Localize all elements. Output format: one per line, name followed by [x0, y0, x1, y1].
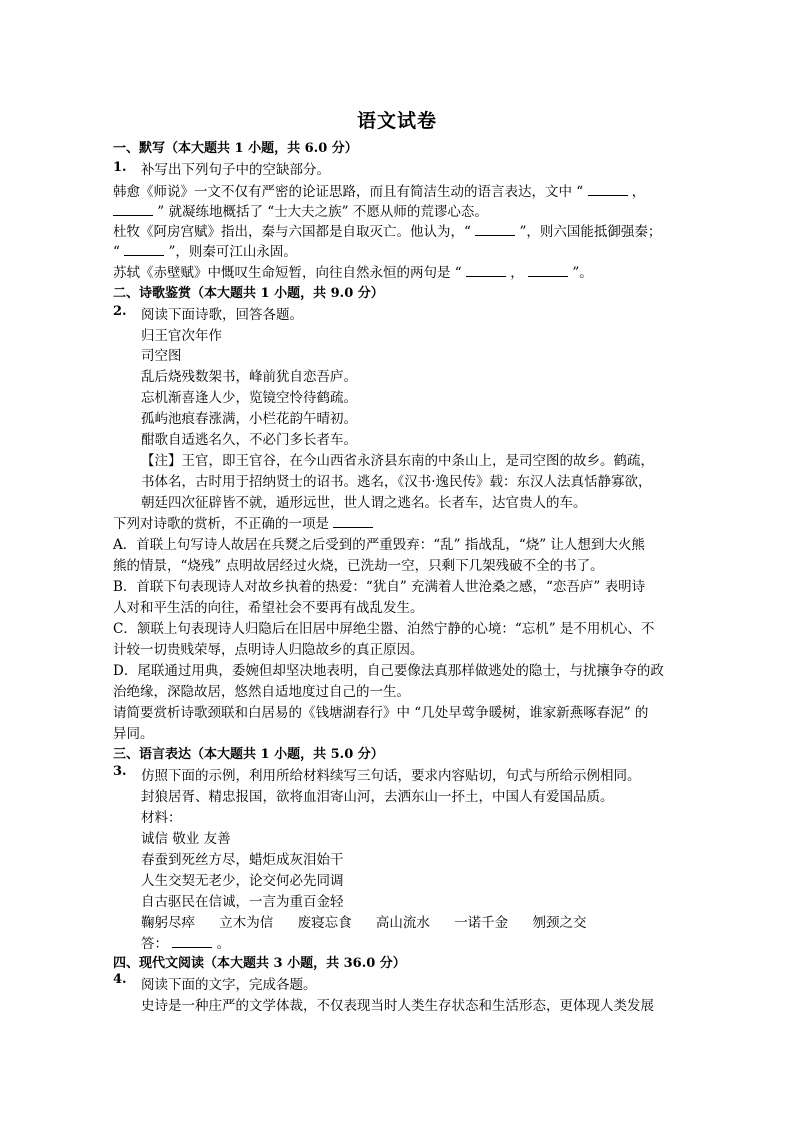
- q2-ask: [113, 514, 373, 534]
- option-c-line-2: 计较一切贵贱荣辱，点明诗人归隐故乡的真正原因。: [113, 642, 424, 658]
- q3-prompt: 仿照下面的示例，利用所给材料续写三句话，要求内容贴切，句式与所给示例相同。: [141, 768, 641, 784]
- poem-line: 乱后烧残数架书，峰前犹自恋吾庐。: [141, 369, 357, 385]
- fill-blank[interactable]: [475, 222, 515, 236]
- q4-prompt: 阅读下面的文字，完成各题。: [141, 977, 317, 993]
- q1-line-2-text: ” 就凝练地概括了 “士大夫之族” 不愿从师的荒谬心态。: [157, 204, 488, 220]
- fill-blank[interactable]: [528, 263, 568, 277]
- poem-author: 司空图: [141, 348, 182, 364]
- q1-line-3-text: 杜牧《阿房宫赋》指出，秦与六国都是自取灭亡。他认为，“: [113, 224, 471, 240]
- q1-line-5-end: ”。: [572, 265, 593, 281]
- q1-line-4: [113, 242, 297, 262]
- q3-idioms: [141, 913, 586, 933]
- q2-ask-text: 下列对诗歌的赏析，不正确的一项是: [113, 516, 329, 532]
- q3-example: 封狼居胥、精忠报国，欲将血泪寄山河，去洒东山一抔土，中国人有爱国品质。: [141, 789, 614, 805]
- q3-material-2: 人生交契无老少，论交何必先同调: [141, 873, 344, 889]
- poem-line: 孤屿池痕春涨满，小栏花韵午晴初。: [141, 411, 357, 427]
- q1-line-5-mid: ，: [510, 265, 524, 281]
- poem-note-1: 【注】王官，即王官谷，在今山西省永济县东南的中条山上，是司空图的故乡。鹤疏，: [141, 453, 654, 469]
- option-b-line-1: B．首联下句表现诗人对故乡执着的热爱：“犹自” 充满着人世沧桑之感，“恋吾庐” 表明诗: [113, 579, 646, 595]
- q3-answer: [141, 934, 230, 954]
- poem-note-3: 朝廷四次征辟皆不就，遁形远世，世人谓之逃名。长者车，达官贵人的车。: [141, 495, 587, 511]
- question-number-2: 2.: [113, 304, 127, 319]
- idiom: 立木为信: [219, 915, 274, 931]
- section-2-heading: 二、诗歌鉴赏（本大题共 1 小题，共 9.0 分）: [113, 286, 384, 301]
- fill-blank[interactable]: [124, 242, 164, 256]
- section-3-heading: 三、语言表达（本大题共 1 小题，共 5.0 分）: [113, 747, 384, 762]
- q3-material-label: 材料：: [141, 810, 182, 826]
- poem-title: 归王官次年作: [141, 328, 222, 344]
- q1-line-1-end: ，: [631, 184, 646, 200]
- q3-answer-label: 答：: [141, 936, 168, 952]
- option-a-line-1: A．首联上句写诗人故居在兵燹之后受到的严重毁弃：“乱” 指战乱，“烧” 让人想到大火熊: [113, 537, 645, 553]
- section-4-heading: 四、现代文阅读（本大题共 3 小题，共 36.0 分）: [113, 956, 406, 971]
- page-title: 语文试卷: [356, 110, 437, 132]
- q3-material-3: 自古驱民在信诚，一言为重百金轻: [141, 894, 344, 910]
- q1-line-5-text: 苏轼《赤壁赋》中慨叹生命短暂，向往自然永恒的两句是 “: [113, 265, 462, 281]
- q4-text-line-1: 史诗是一种庄严的文学体裁，不仅表现当时人类生存状态和生活形态，更体现人类发展: [141, 998, 654, 1014]
- option-d-line-2: 治绝缘，深隐故居，悠然自适地度过自己的一生。: [113, 684, 410, 700]
- q1-line-4-text: ”，则秦可江山永固。: [168, 244, 297, 260]
- poem-note-2: 书体名，古时用于招纳贤士的诏书。逃名，《汉书·逸民传》载：东汉人法真恬静寡欲，: [141, 474, 652, 490]
- fill-blank[interactable]: [466, 263, 506, 277]
- idiom: 高山流水: [375, 915, 430, 931]
- q1-line-4-open: “: [113, 244, 120, 260]
- q1-line-3-end: ”，则六国能抵御强秦；: [519, 224, 662, 240]
- q1-prompt: 补写出下列句子中的空缺部分。: [141, 162, 330, 178]
- fill-blank[interactable]: [333, 514, 373, 528]
- question-number-1: 1.: [113, 160, 127, 175]
- fill-blank[interactable]: [113, 202, 153, 216]
- idiom: 一诺千金: [454, 915, 509, 931]
- option-c-line-1: C．颔联上句表现诗人归隐后在旧居中屏绝尘嚣、泊然宁静的心境：“忘机” 是不用机心、不: [113, 621, 655, 637]
- q1-line-1: [113, 182, 645, 202]
- fill-blank[interactable]: [588, 182, 628, 196]
- option-b-line-2: 人对和平生活的向往，希望社会不要再有战乱发生。: [113, 600, 424, 616]
- idiom: 鞠躬尽瘁: [141, 915, 195, 931]
- q2-ask2-line-2: 异同。: [113, 726, 154, 742]
- q1-line-1-text: 韩愈《师说》一文不仅有严密的论证思路，而且有简洁生动的语言表达，文中 “: [113, 184, 584, 200]
- q3-answer-end: 。: [216, 936, 231, 952]
- option-d-line-1: D．尾联通过用典，委婉但却坚决地表明，自己要像法真那样做逃处的隐士，与扰攘争夺的政: [113, 663, 664, 679]
- q2-ask2-line-1: 请简要赏析诗歌颈联和白居易的《钱塘湖春行》中 “几处早莺争暖树，谁家新燕啄春泥” 的: [113, 705, 649, 721]
- poem-line: 酣歌自适逃名久，不必门多长者车。: [141, 432, 357, 448]
- q1-line-5: [113, 263, 593, 283]
- q1-line-3: [113, 222, 661, 242]
- q2-prompt: 阅读下面诗歌，回答各题。: [141, 307, 303, 323]
- idiom: 刎颈之交: [532, 915, 587, 931]
- idiom: 废寝忘食: [297, 915, 352, 931]
- q1-line-2: [113, 202, 488, 222]
- q3-material-1: 春蚕到死丝方尽，蜡炬成灰泪始干: [141, 852, 344, 868]
- question-number-4: 4.: [113, 972, 127, 987]
- fill-blank[interactable]: [172, 934, 212, 948]
- question-number-3: 3.: [113, 764, 127, 779]
- section-1-heading: 一、默写（本大题共 1 小题，共 6.0 分）: [113, 141, 358, 156]
- q3-words: 诚信 敬业 友善: [141, 831, 231, 847]
- poem-line: 忘机渐喜逢人少，览镜空怜待鹤疏。: [141, 390, 357, 406]
- option-a-line-2: 熊的情景，“烧残” 点明故居经过火烧，已洗劫一空，只剩下几架残破不全的书了。: [113, 558, 604, 574]
